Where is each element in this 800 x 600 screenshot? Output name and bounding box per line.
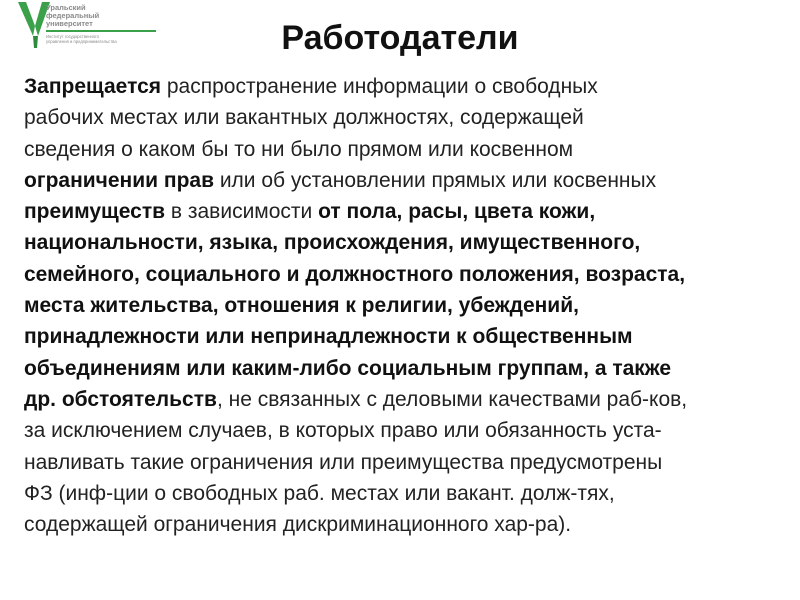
- bold-text: Запрещается: [24, 75, 162, 98]
- paragraph-line: [24, 321, 784, 352]
- paragraph-line: [24, 509, 784, 540]
- regular-text: сведения о каком бы то ни было прямом или косвенном: [24, 137, 574, 161]
- paragraph-line: [24, 447, 784, 478]
- regular-text: рабочих местах или вакантных должностях, содержащей: [24, 106, 584, 130]
- bold-text: преимуществ: [24, 200, 166, 224]
- regular-text: содержащей ограничения дискриминационного хар-ра).: [24, 513, 572, 537]
- paragraph-line: [24, 478, 784, 509]
- bold-text: от пола, расы, цвета кожи,: [318, 200, 596, 224]
- bold-text: семейного, социального и должностного положения, возраста,: [24, 262, 686, 286]
- paragraph-line: [24, 134, 784, 165]
- regular-text: в зависимости: [165, 200, 319, 224]
- logo-subtitle-line: Институт государственного: [46, 33, 99, 39]
- paragraph-line: [24, 102, 784, 133]
- paragraph-line: [24, 227, 784, 258]
- bold-text: др. обстоятельств: [24, 387, 217, 411]
- paragraph-line: [24, 415, 784, 446]
- regular-text: , не связанных с деловыми качествами раб-ков,: [216, 387, 688, 411]
- bold-text: принадлежности или непринадлежности к общественным: [24, 325, 633, 349]
- paragraph-line: [24, 290, 784, 321]
- bold-text: ограничении прав: [24, 168, 214, 192]
- body-paragraph: [24, 71, 784, 540]
- paragraph-line: [24, 353, 784, 384]
- regular-text: распространение информации о свободных: [161, 75, 598, 98]
- bold-text: места жительства, отношения к религии, убеждений,: [24, 294, 579, 318]
- paragraph-line: [24, 71, 784, 102]
- slide-title: Работодатели: [281, 19, 519, 57]
- paragraph-line: [24, 196, 784, 227]
- paragraph-line: [24, 259, 784, 290]
- paragraph-line: [24, 384, 784, 415]
- regular-text: ФЗ (инф-ции о свободных раб. местах или вакант. долж-тях,: [24, 481, 615, 505]
- regular-text: за исключением случаев, в которых право или обязанность уста-: [24, 419, 662, 443]
- paragraph-line: [24, 165, 784, 196]
- regular-text: или об установлении прямых или косвенных: [213, 168, 657, 192]
- logo-name-line: Уральский: [46, 3, 86, 12]
- bold-text: объединениям или каким-либо социальным группам, а также: [24, 356, 672, 380]
- logo-subtitle-line: управления и предпринимательства: [46, 38, 117, 44]
- logo-name-line: федеральный: [46, 11, 100, 20]
- logo-name-line: университет: [46, 19, 93, 28]
- bold-text: национальности, языка, происхождения, имущественного,: [24, 231, 641, 255]
- regular-text: навливать такие ограничения или преимущества предусмотрены: [24, 450, 663, 474]
